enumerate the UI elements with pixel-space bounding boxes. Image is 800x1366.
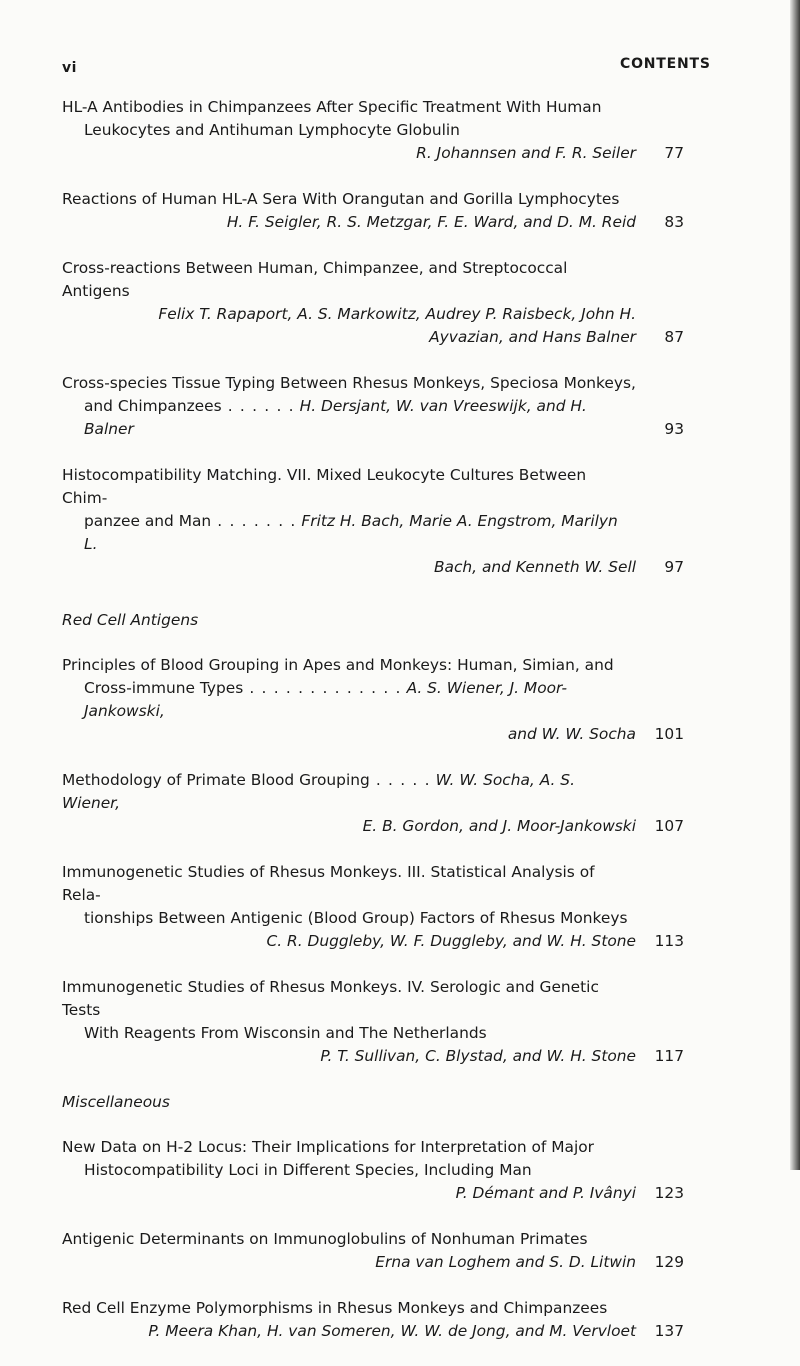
entry-page: 129: [654, 1253, 684, 1271]
entry-title-tail: Cross-immune Types: [84, 679, 244, 697]
entry-page: 101: [654, 725, 684, 743]
entry-page: 117: [654, 1047, 684, 1065]
entry-authors-line1: W. W. Socha, A. S. Wiener,: [62, 771, 575, 812]
entry-title-continued: With Reagents From Wisconsin and The Netherlands: [84, 1024, 487, 1042]
entry-authors: R. Johannsen and F. R. Seiler: [416, 144, 636, 162]
entry-page: 87: [664, 328, 684, 346]
toc-entry: [62, 1297, 684, 1343]
dot-leader: . . . . . . . . . . . . .: [243, 679, 402, 697]
entry-authors-line1: Fritz H. Bach, Marie A. Engstrom, Marilyn L.: [84, 512, 618, 553]
section-heading-miscellaneous: Miscellaneous: [62, 1093, 170, 1111]
entry-authors: Erna van Loghem and S. D. Litwin: [375, 1253, 636, 1271]
toc-entry: [62, 257, 684, 349]
toc-entry: [62, 976, 684, 1068]
entry-title-continued: Leukocytes and Antihuman Lymphocyte Globulin: [84, 121, 460, 139]
entry-authors: and W. W. Socha: [507, 725, 636, 743]
entry-page: 77: [664, 144, 684, 162]
entry-title: Cross-species Tissue Typing Between Rhesus Monkeys, Speciosa Monkeys,: [62, 374, 636, 392]
entry-authors-line1: A. S. Wiener, J. Moor-Jankowski,: [84, 679, 568, 720]
entry-title: Antigenic Determinants on Immunoglobulins of Nonhuman Primates: [62, 1230, 588, 1248]
entry-title: Reactions of Human HL-A Sera With Orangutan and Gorilla Lymphocytes: [62, 190, 620, 208]
toc-entry: [62, 464, 684, 579]
dot-leader: . . . . . .: [221, 397, 295, 415]
toc-entry: [62, 654, 684, 746]
entry-authors: H. F. Seigler, R. S. Metzgar, F. E. Ward, and D. M. Reid: [226, 213, 636, 231]
entry-authors: E. B. Gordon, and J. Moor-Jankowski: [362, 817, 636, 835]
entry-title: HL-A Antibodies in Chimpanzees After Specific Treatment With Human: [62, 98, 602, 116]
section-heading-red-cell: Red Cell Antigens: [62, 611, 199, 629]
entry-title-tail: panzee and Man: [84, 512, 212, 530]
page-header: [0, 0, 800, 90]
toc-entry: [62, 188, 684, 234]
contents-list: [62, 96, 684, 1366]
toc-entry: [62, 769, 684, 838]
entry-authors: C. R. Duggleby, W. F. Duggleby, and W. H. Stone: [266, 932, 636, 950]
toc-entry: [62, 1228, 684, 1274]
entry-page: 113: [654, 932, 684, 950]
entry-page: 83: [664, 213, 684, 231]
entry-authors: P. T. Sullivan, C. Blystad, and W. H. Stone: [320, 1047, 636, 1065]
entry-page: 93: [664, 420, 684, 438]
toc-entry: [62, 861, 684, 953]
entry-authors: Ayvazian, and Hans Balner: [429, 328, 636, 346]
entry-authors: H. Dersjant, W. van Vreeswijk, and H. Balner: [84, 397, 587, 438]
entry-title-continued: tionships Between Antigenic (Blood Group) Factors of Rhesus Monkeys: [84, 909, 628, 927]
entry-authors-line1: Felix T. Rapaport, A. S. Markowitz, Audrey P. Raisbeck, John H.: [158, 305, 636, 323]
running-title: CONTENTS: [620, 56, 711, 72]
dot-leader: . . . . .: [369, 771, 431, 789]
entry-title: Immunogenetic Studies of Rhesus Monkeys. IV. Serologic and Genetic Tests: [62, 978, 599, 1019]
entry-title: Histocompatibility Matching. VII. Mixed Leukocyte Cultures Between Chim-: [62, 466, 587, 507]
entry-page: 137: [654, 1322, 684, 1340]
entry-title-line: [62, 769, 636, 815]
entry-title: Principles of Blood Grouping in Apes and Monkeys: Human, Simian, and: [62, 656, 614, 674]
entry-title-continued: [62, 395, 636, 441]
entry-page: 97: [664, 558, 684, 576]
entry-page: 107: [654, 817, 684, 835]
toc-entry: [62, 372, 684, 441]
entry-title: Cross-reactions Between Human, Chimpanzee, and Streptococcal Antigens: [62, 259, 568, 300]
entry-title: New Data on H-2 Locus: Their Implications for Interpretation of Major: [62, 1138, 594, 1156]
toc-entry: [62, 1136, 684, 1205]
toc-entry: [62, 96, 684, 165]
entry-title-continued: [62, 510, 636, 556]
entry-authors: P. Démant and P. Ivânyi: [455, 1184, 636, 1202]
entry-title: Methodology of Primate Blood Grouping: [62, 771, 370, 789]
entry-page: 123: [654, 1184, 684, 1202]
entry-authors: P. Meera Khan, H. van Someren, W. W. de Jong, and M. Vervloet: [148, 1322, 636, 1340]
entry-authors: Bach, and Kenneth W. Sell: [433, 558, 636, 576]
entry-title: Red Cell Enzyme Polymorphisms in Rhesus Monkeys and Chimpanzees: [62, 1299, 608, 1317]
dot-leader: . . . . . . .: [211, 512, 297, 530]
entry-title: Immunogenetic Studies of Rhesus Monkeys. III. Statistical Analysis of Rela-: [62, 863, 595, 904]
page-number: vi: [62, 60, 77, 76]
entry-title-continued: [62, 677, 636, 723]
entry-title-continued: Histocompatibility Loci in Different Species, Including Man: [84, 1161, 532, 1179]
page-edge-shadow: [790, 0, 800, 1170]
entry-title-tail: and Chimpanzees: [84, 397, 222, 415]
